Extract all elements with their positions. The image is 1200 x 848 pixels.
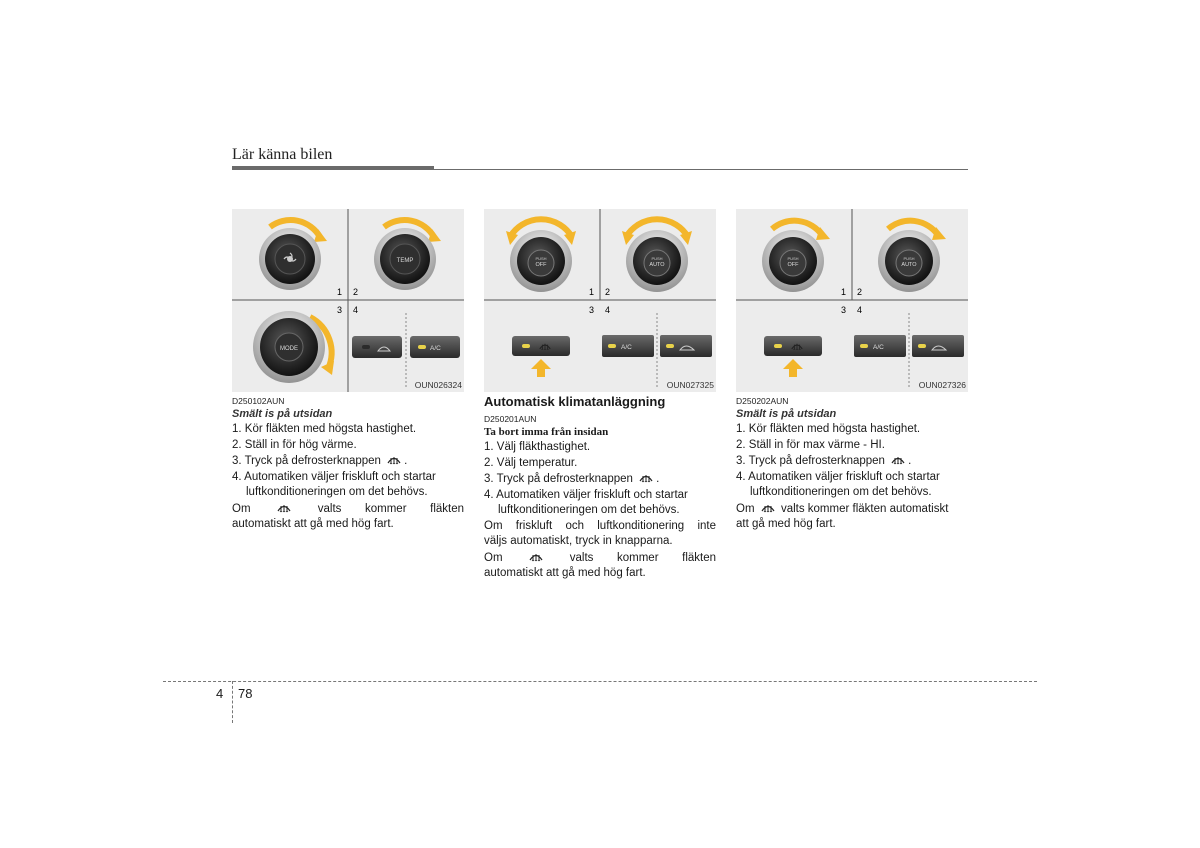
header-rule-thick — [232, 166, 434, 170]
svg-text:3: 3 — [337, 305, 343, 315]
step-1: 1. Kör fläkten med högsta hastighet. — [232, 423, 417, 435]
om-line-2: automatiskt att gå med hög fart. — [232, 518, 394, 530]
column-3 — [736, 209, 968, 533]
section-code: D250202AUN — [736, 396, 789, 406]
mode-knob-label: MODE — [280, 346, 298, 352]
svg-text:OFF: OFF — [535, 262, 547, 268]
chapter-number: 4 — [216, 686, 224, 701]
svg-text:OFF: OFF — [787, 262, 799, 268]
step-4: 4. Automatiken väljer friskluft och startar luftkonditioneringen om det behövs. — [232, 470, 436, 498]
svg-text:A/C: A/C — [621, 344, 632, 351]
step-1: 1. Välj fläkthastighet. — [484, 441, 591, 453]
om-line-2: att gå med hög fart. — [736, 518, 836, 530]
svg-text:4: 4 — [353, 305, 359, 315]
svg-text:2: 2 — [353, 287, 359, 297]
footer-divider — [163, 681, 1037, 682]
svg-text:3: 3 — [589, 305, 595, 315]
svg-text:PUSH: PUSH — [787, 256, 799, 261]
svg-text:PUSH: PUSH — [535, 256, 547, 261]
page-number: 78 — [238, 686, 253, 701]
extra-line-2: väljs automatiskt, tryck in knapparna. — [484, 535, 673, 547]
column-1 — [232, 209, 464, 533]
figure-1 — [232, 209, 464, 392]
step-4: 4. Automatiken väljer friskluft och startar luftkonditioneringen om det behövs. — [484, 488, 688, 516]
om-line-1: Om valts kommer fläkten — [232, 502, 465, 515]
svg-text:2: 2 — [605, 287, 611, 297]
svg-text:1: 1 — [337, 287, 343, 297]
step-2: 2. Ställ in för hög värme. — [232, 438, 357, 451]
temp-knob-label: TEMP — [396, 258, 414, 264]
defrost-icon — [276, 501, 292, 513]
section-code: D250102AUN — [232, 396, 285, 406]
defrost-icon — [638, 471, 654, 483]
om-line-1: Om valts kommer fläkten automatiskt — [736, 502, 949, 515]
figure-code: OUN027326 — [918, 380, 966, 390]
section-code: D250201AUN — [484, 414, 537, 424]
svg-text:4: 4 — [857, 305, 863, 315]
extra-line-1: Om friskluft och luftkonditionering inte — [484, 519, 716, 532]
defrost-icon — [760, 501, 776, 513]
subtitle: Ta bort imma från insidan — [484, 426, 609, 438]
auto-climate-illustration — [484, 209, 716, 392]
om-line-1: Om valts kommer fläkten — [484, 551, 717, 564]
step-3: 3. Tryck på defrosterknappen . — [736, 455, 912, 467]
section-title: Lär känna bilen — [232, 146, 333, 163]
auto-climate-illustration — [736, 209, 968, 392]
defrost-icon — [386, 453, 402, 465]
svg-text:3: 3 — [841, 305, 847, 315]
figure-code: OUN027325 — [666, 380, 714, 390]
svg-text:AUTO: AUTO — [901, 262, 917, 268]
step-2: 2. Välj temperatur. — [484, 456, 578, 469]
svg-text:1: 1 — [841, 287, 847, 297]
subtitle: Smält is på utsidan — [232, 408, 333, 420]
om-line-2: automatiskt att gå med hög fart. — [484, 567, 646, 579]
heading: Automatisk klimatanläggning — [484, 394, 666, 409]
svg-text:PUSH: PUSH — [903, 256, 915, 261]
subtitle: Smält is på utsidan — [736, 408, 837, 420]
ac-button-label: A/C — [430, 345, 441, 352]
figure-code: OUN026324 — [414, 380, 462, 390]
svg-text:4: 4 — [605, 305, 611, 315]
svg-text:AUTO: AUTO — [649, 262, 665, 268]
svg-text:PUSH: PUSH — [651, 256, 663, 261]
step-1: 1. Kör fläkten med högsta hastighet. — [736, 423, 921, 435]
defrost-icon — [528, 550, 544, 562]
step-2: 2. Ställ in för max värme - HI. — [736, 438, 885, 451]
svg-text:A/C: A/C — [873, 344, 884, 351]
figure-2 — [484, 209, 716, 392]
climate-controls-illustration — [232, 209, 464, 392]
defrost-icon — [890, 453, 906, 465]
figure-3 — [736, 209, 968, 392]
column-2 — [484, 209, 716, 582]
step-4: 4. Automatiken väljer friskluft och startar luftkonditioneringen om det behövs. — [736, 470, 940, 498]
step-3: 3. Tryck på defrosterknappen . — [232, 455, 408, 467]
step-3: 3. Tryck på defrosterknappen . — [484, 473, 660, 485]
svg-text:2: 2 — [857, 287, 863, 297]
svg-text:1: 1 — [589, 287, 595, 297]
header-rule-thin — [434, 169, 968, 170]
footer-divider-vertical — [232, 681, 233, 723]
